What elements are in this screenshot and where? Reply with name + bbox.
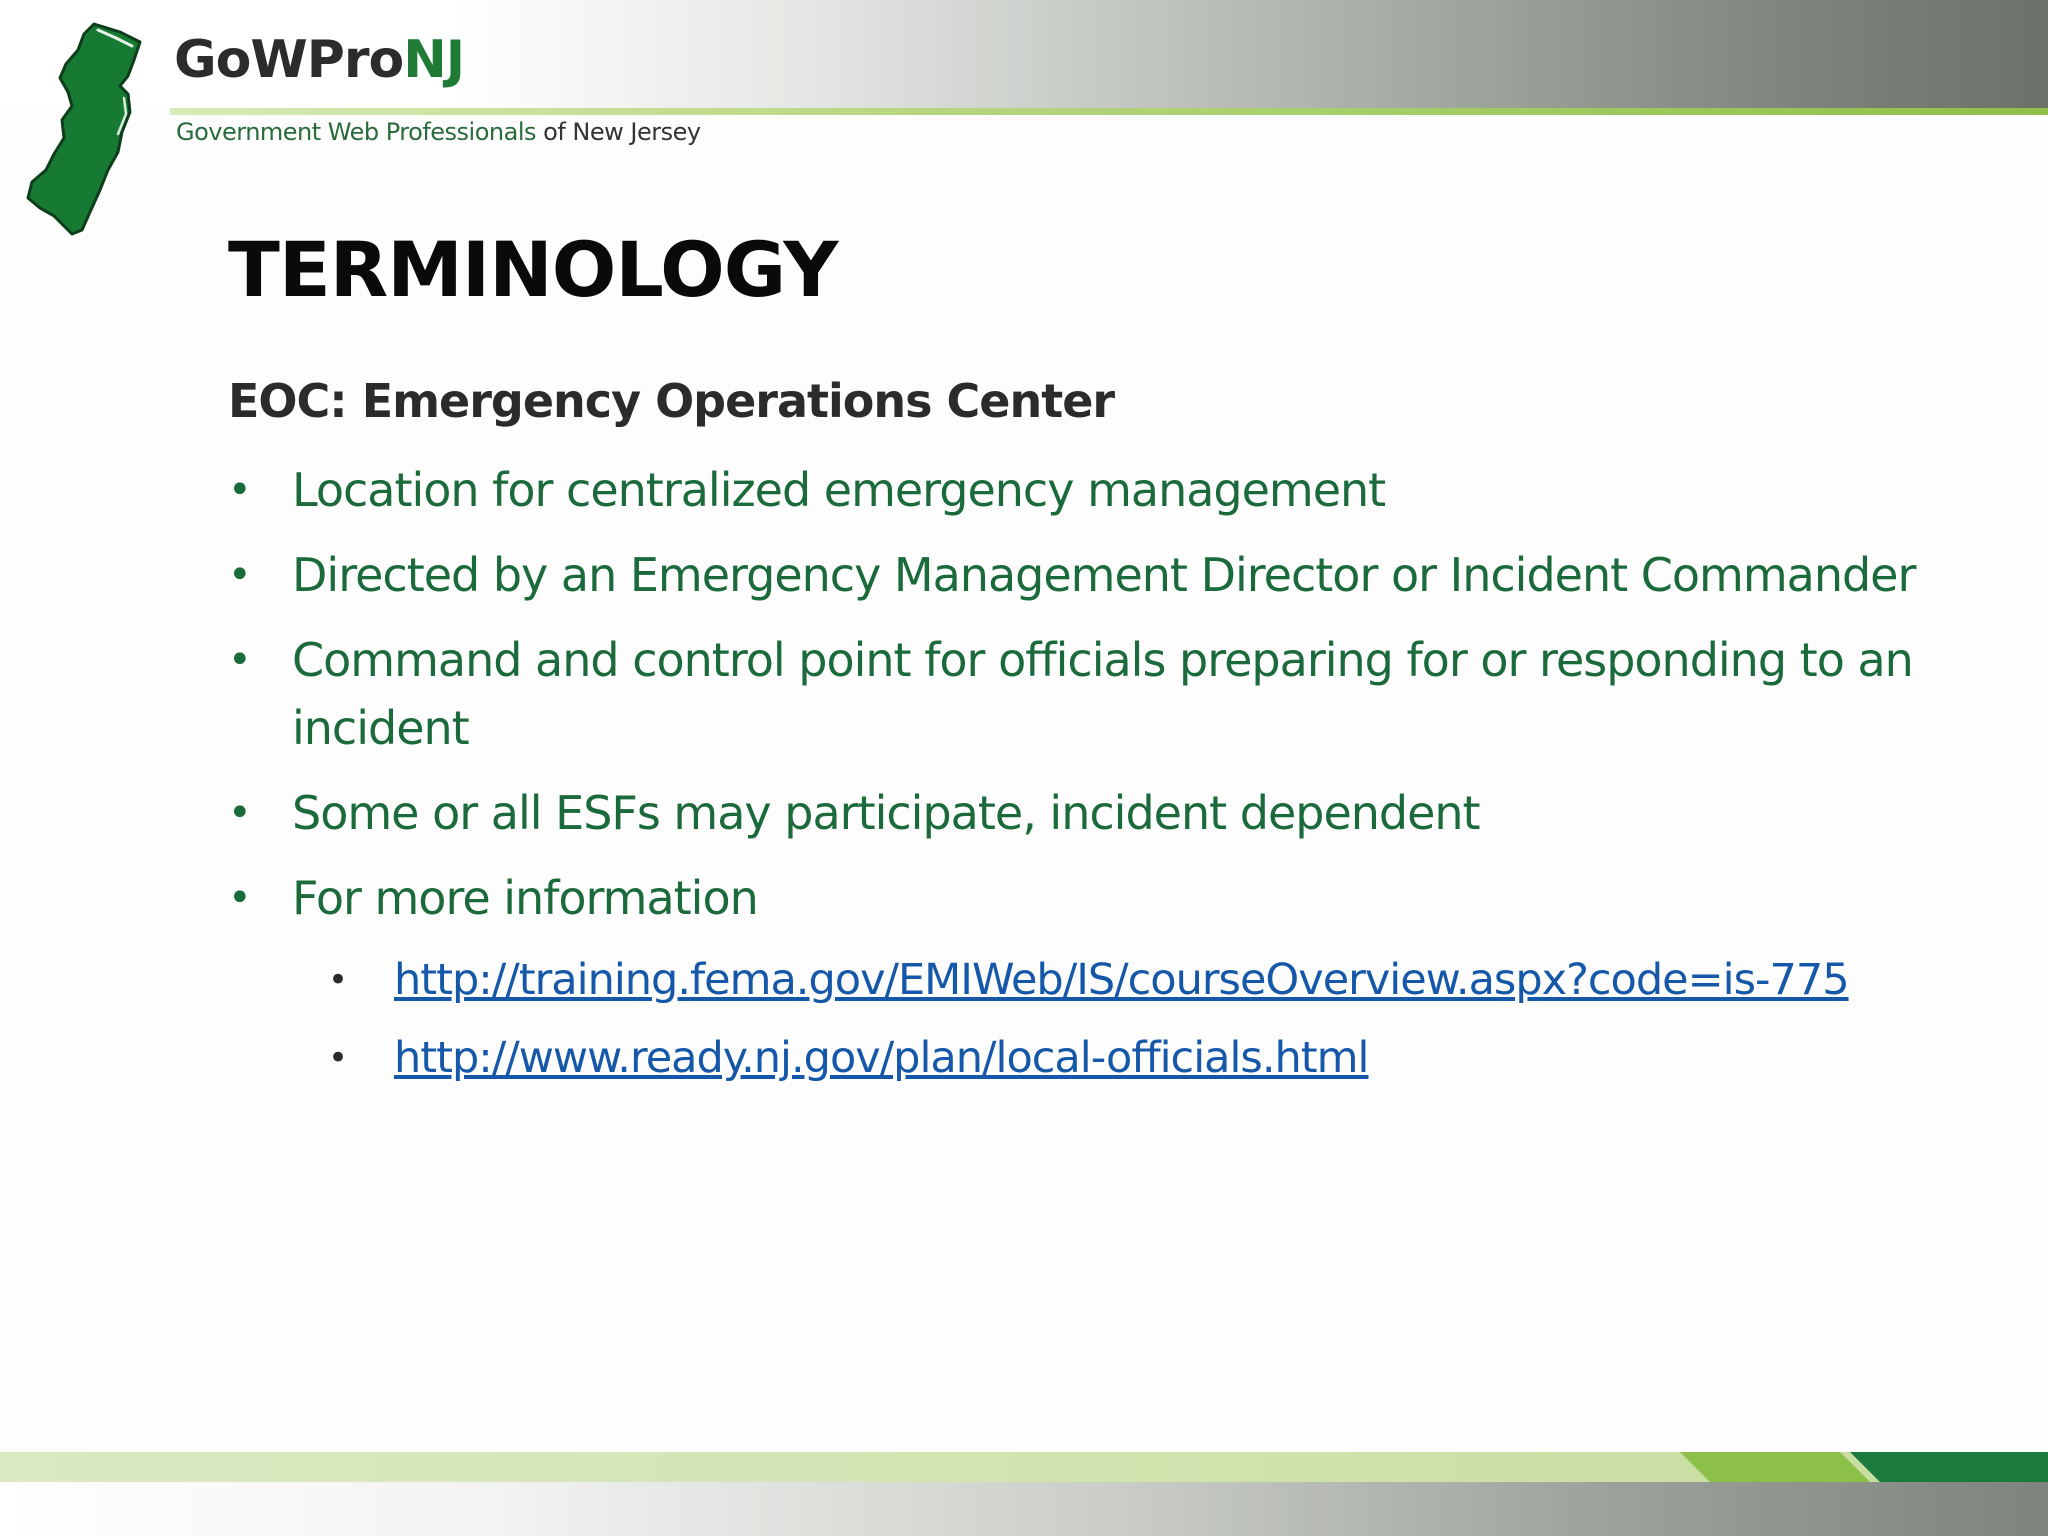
sub-bullet-list: [228, 949, 1928, 1089]
sub-bullet-container: [228, 949, 1928, 1089]
slide-title: TERMINOLOGY: [228, 225, 838, 314]
bullet-text: Location for centralized emergency management: [292, 463, 1386, 517]
bullet-item: [228, 626, 1928, 762]
fema-course-link[interactable]: http://training.fema.gov/EMIWeb/IS/courseOverview.aspx?code=is-775: [394, 955, 1849, 1005]
logo-subtitle-main: Government Web Professionals: [176, 118, 536, 146]
logo-subtitle: [176, 120, 701, 144]
logo-wordmark-suffix: NJ: [403, 30, 465, 90]
sub-bullet-item: [228, 949, 1928, 1011]
bullet-marker: •: [228, 790, 251, 836]
bullet-item: [228, 541, 1928, 609]
footer-gray-band: [0, 1482, 2048, 1536]
footer-accent: [1670, 1452, 2048, 1482]
slide-subheading: EOC: Emergency Operations Center: [228, 374, 1115, 428]
bullet-text: Some or all ESFs may participate, incident dependent: [292, 786, 1480, 840]
sub-bullet-marker: •: [328, 960, 348, 1000]
sub-bullet-marker: •: [328, 1038, 348, 1078]
header-rule: [170, 108, 2048, 115]
bullet-marker: •: [228, 467, 251, 513]
bullet-text: For more information: [292, 871, 758, 925]
bullet-marker: •: [228, 637, 251, 683]
new-jersey-map-icon: [24, 20, 154, 240]
logo-wordmark: [174, 30, 465, 90]
bullet-item: [228, 456, 1928, 524]
bullet-text: Directed by an Emergency Management Director or Incident Commander: [292, 548, 1916, 602]
bullet-marker: •: [228, 875, 251, 921]
logo-wordmark-prefix: GoWPro: [174, 30, 404, 90]
bullet-list: [228, 456, 1928, 1105]
bullet-item: [228, 779, 1928, 847]
ready-nj-link[interactable]: http://www.ready.nj.gov/plan/local-officials.html: [394, 1033, 1369, 1083]
bullet-marker: •: [228, 552, 251, 598]
logo-subtitle-rest: of New Jersey: [536, 118, 701, 146]
sub-bullet-item: [228, 1027, 1928, 1089]
bullet-item-more-info: [228, 864, 1928, 932]
bullet-text: Command and control point for officials preparing for or responding to an incident: [292, 633, 1913, 755]
